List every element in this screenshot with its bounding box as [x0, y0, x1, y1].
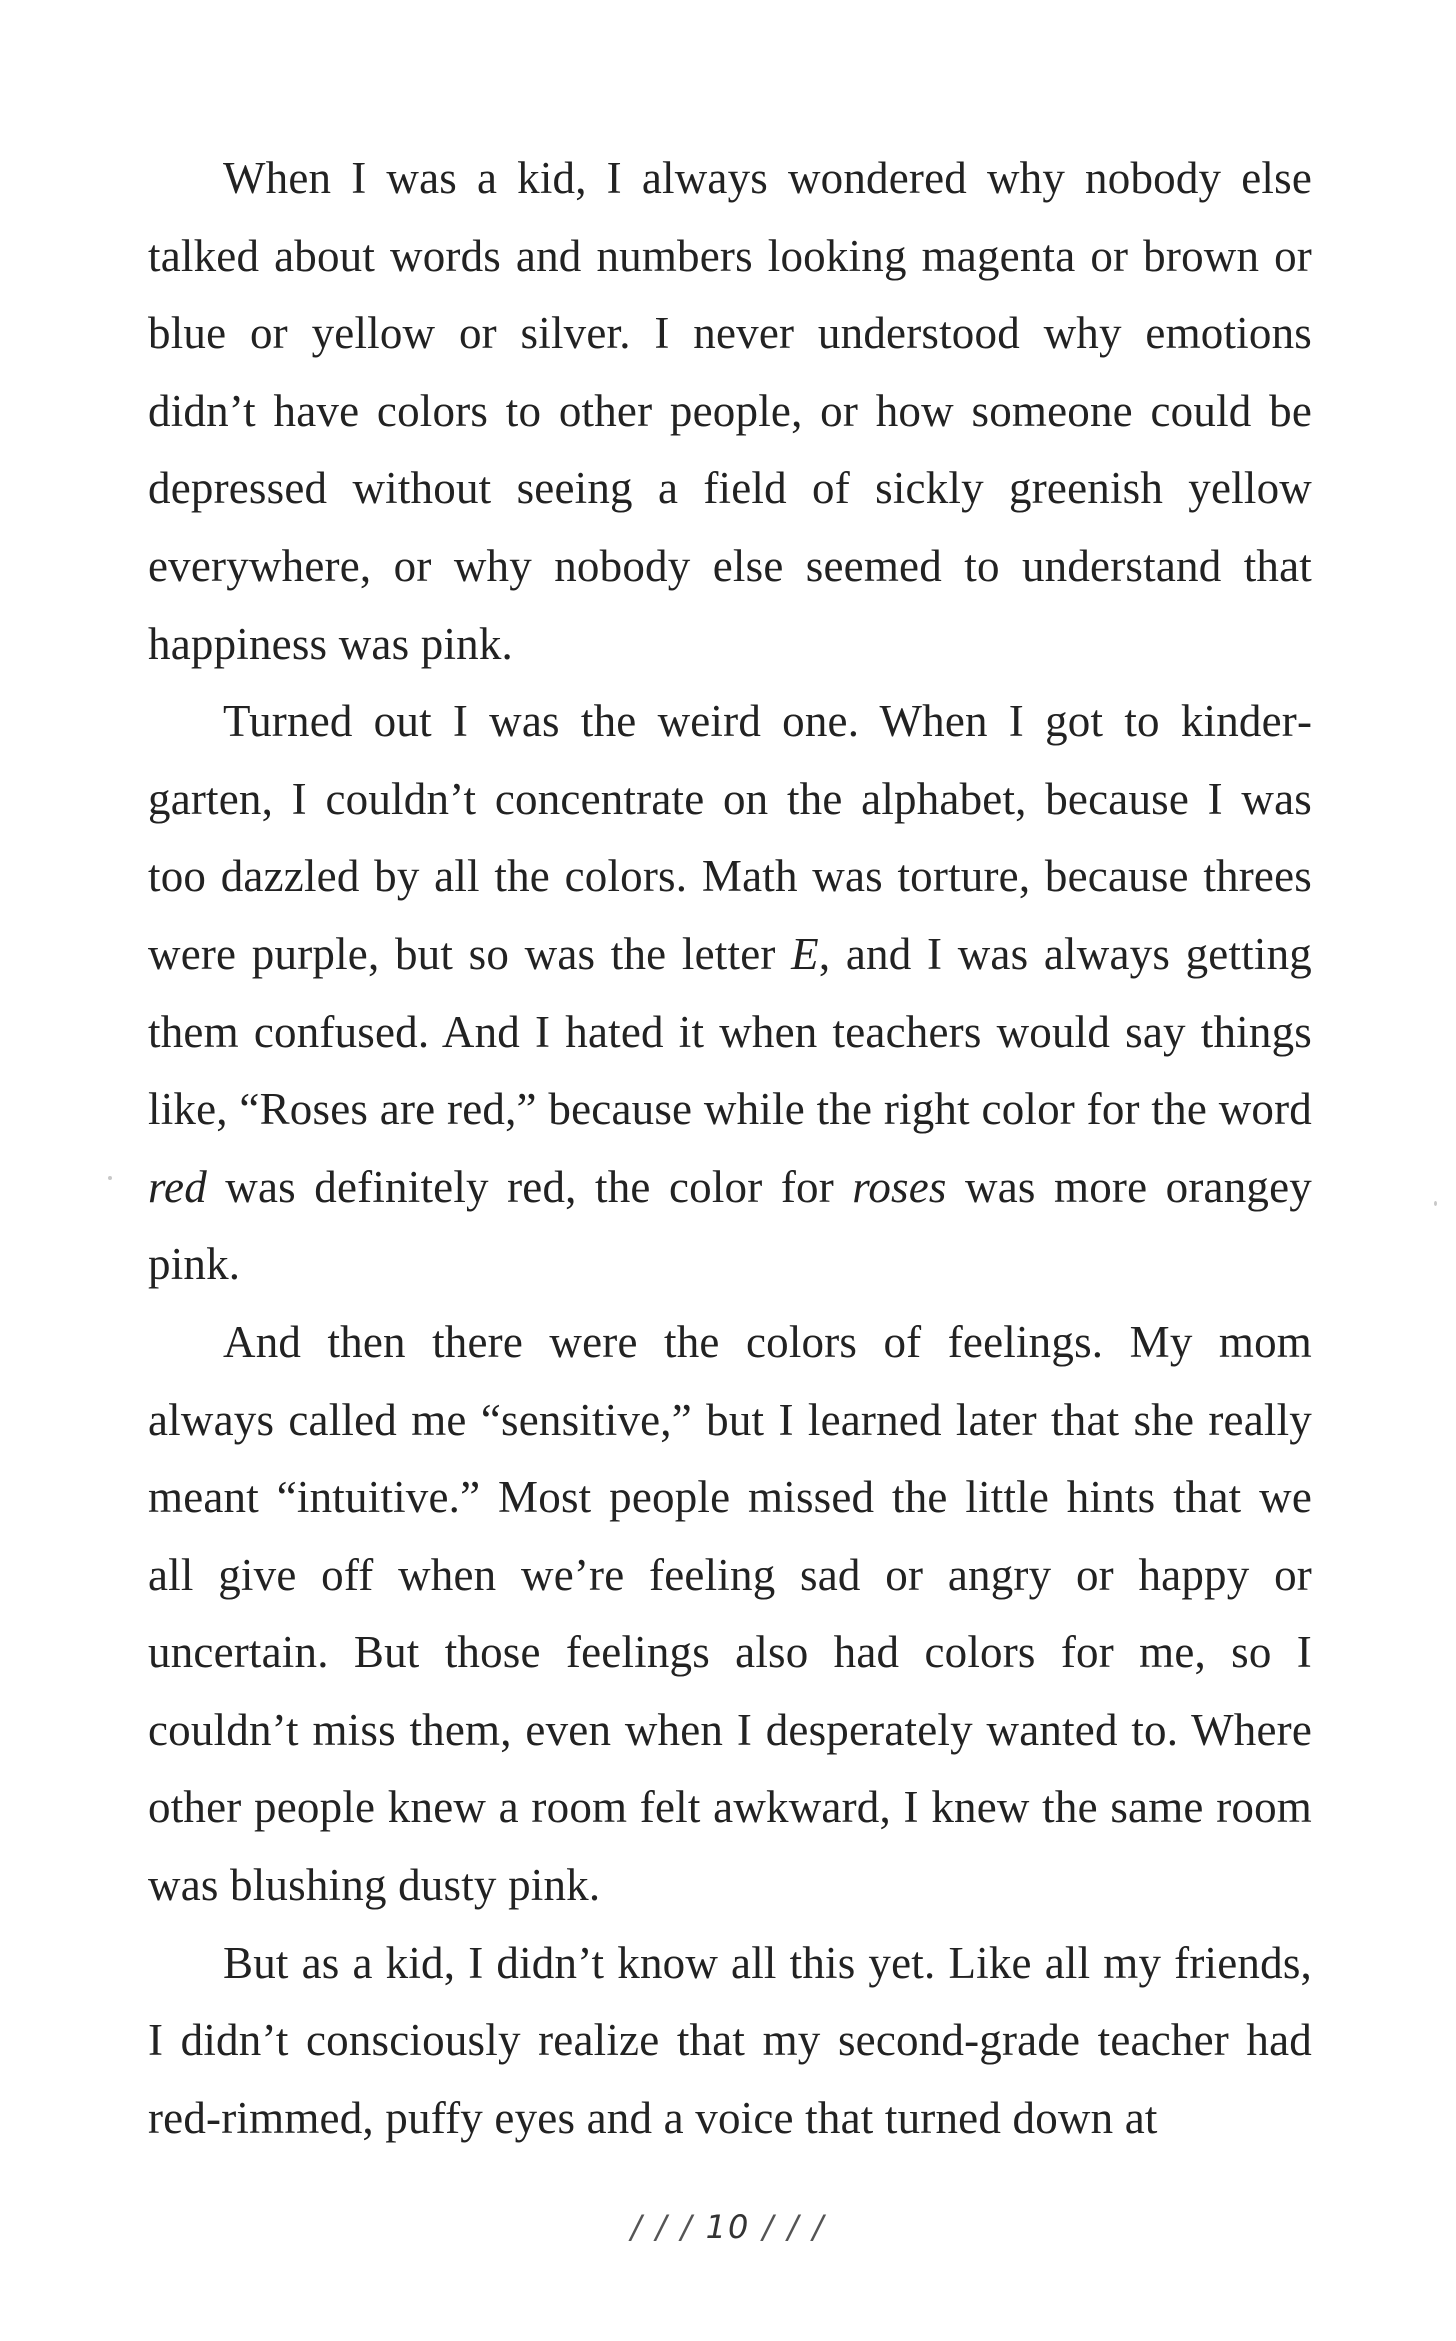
- text-run: was more orangey pink.: [148, 1161, 1312, 1290]
- italic-word: E: [791, 928, 819, 979]
- paragraph-1: [148, 140, 1312, 683]
- paragraph-4: [148, 1925, 1312, 2158]
- folio-left-ornament: / / /: [630, 2208, 694, 2246]
- paragraph-2: [148, 683, 1312, 1304]
- page-number-footer: [0, 2208, 1456, 2246]
- paragraph-3: [148, 1304, 1312, 1925]
- scan-speck: [108, 1176, 112, 1180]
- italic-word: red: [148, 1161, 207, 1212]
- body-text: [148, 140, 1312, 2157]
- text-run: Turned out I was the weird one. When I got to kindergarten, I couldn’t concentrate on the alphabet, because I was too dazzled by all the colors. Math was torture, because threes were purple, but so was the letter: [148, 696, 1312, 979]
- folio-right-ornament: / / /: [762, 2208, 826, 2246]
- text-run: When I was a kid, I always wondered why nobody else talked about words and numbers looking magenta or brown or blue or yellow or silver. I never understood why emotions didn’t have colors to other people, or how someone could be depressed without seeing a field of sickly greenish yellow everywhere, or why nobody else seemed to understand that happiness was pink.: [148, 153, 1312, 669]
- text-run: was definitely red, the color for: [206, 1161, 853, 1212]
- text-run: , and I was always getting them confused. And I hated it when teachers would say things like, “Roses are red,” because while the right color for the word: [148, 928, 1312, 1135]
- text-run: But as a kid, I didn’t know all this yet. Like all my friends, I didn’t consciously realize that my second-grade teacher had red-rimmed, puffy eyes and a voice that turned down at: [148, 1937, 1312, 2143]
- page-number: 10: [705, 2208, 751, 2246]
- text-run: And then there were the colors of feelings. My mom always called me “sensitive,” but I learned later that she really meant “intuitive.” Most people missed the little hints that we all give off when we’re feeling sad or angry or happy or uncertain. But those feelings also had colors for me, so I couldn’t miss them, even when I desperately wanted to. Where other people knew a room felt awkward, I knew the same room was blushing dusty pink.: [148, 1316, 1312, 1911]
- scan-speck: [1434, 1201, 1437, 1206]
- italic-word: roses: [852, 1161, 947, 1212]
